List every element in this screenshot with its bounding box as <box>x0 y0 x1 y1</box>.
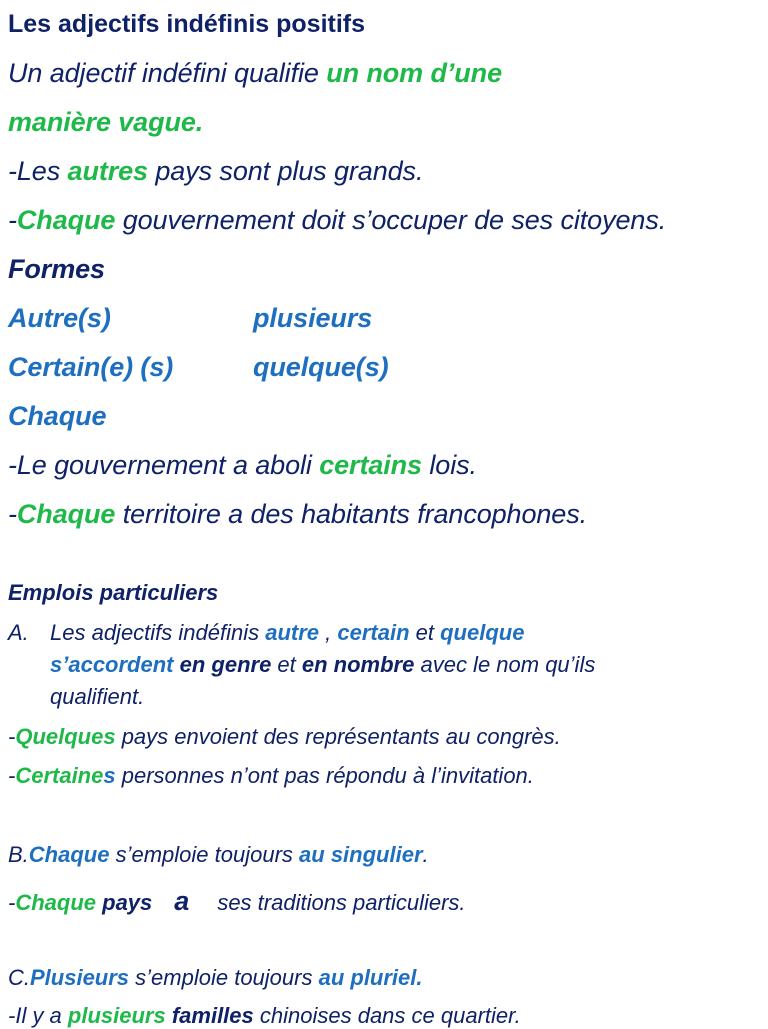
ex6-keyword: Certaine <box>15 763 104 788</box>
ex3-text-a: -Le gouvernement a aboli <box>8 450 320 480</box>
formes-row-1 <box>8 303 708 334</box>
ex1-text-c: pays sont plus grands. <box>147 156 424 186</box>
ex3-keyword: certains <box>319 450 422 480</box>
rule-a-certain: certain <box>337 620 410 645</box>
ex8-plusieurs: plusieurs <box>67 1003 166 1028</box>
rule-a-line-1 <box>50 620 524 646</box>
ex1-keyword: autres <box>67 156 148 186</box>
rule-a-nombre: en nombre <box>301 652 415 677</box>
ex8-familles: familles <box>165 1003 254 1028</box>
page-title: Les adjectifs indéfinis positifs <box>8 10 366 38</box>
ex8-text-a: -Il y a <box>8 1003 68 1028</box>
rule-a-line-2 <box>50 652 595 678</box>
example-2 <box>8 205 666 236</box>
rule-c-pluriel: au pluriel. <box>318 965 423 990</box>
intro-line-1 <box>8 58 502 89</box>
forme-quelque: quelque(s) <box>253 352 389 382</box>
ex7-text: ses traditions particuliers. <box>217 890 466 915</box>
intro-text: Un adjectif indéfini qualifie <box>8 58 327 88</box>
ex5-dash: - <box>8 724 16 749</box>
example-7 <box>8 886 466 917</box>
rule-a-autre: autre <box>265 620 320 645</box>
rule-a-et: et <box>409 620 441 645</box>
rule-c-label: C. <box>8 965 30 990</box>
intro-highlight: un nom d’une <box>326 58 502 88</box>
ex3-text-c: lois. <box>421 450 477 480</box>
ex7-a: a <box>174 886 190 916</box>
rule-c <box>8 965 423 991</box>
ex4-dash: - <box>8 499 17 529</box>
rule-b-singulier: au singulier <box>299 842 423 867</box>
ex8-text-d: chinoises dans ce quartier. <box>253 1003 521 1028</box>
formes-row-3 <box>8 401 106 432</box>
rule-a-accordent: s’accordent <box>50 652 174 677</box>
ex5-text: pays envoient des représentants au congrès. <box>115 724 561 749</box>
rule-a-comma: , <box>319 620 338 645</box>
example-3 <box>8 450 477 481</box>
rule-b-chaque: Chaque <box>28 842 110 867</box>
ex5-keyword: Quelques <box>15 724 116 749</box>
ex4-text: territoire a des habitants francophones. <box>115 499 588 529</box>
rule-a-line-3: qualifient. <box>50 684 145 709</box>
ex6-dash: - <box>8 763 16 788</box>
rule-b-text: s’emploie toujours <box>109 842 300 867</box>
ex2-keyword: Chaque <box>16 205 116 235</box>
rule-a-genre: en genre <box>173 652 272 677</box>
rule-c-plusieurs: Plusieurs <box>30 965 130 990</box>
forme-chaque: Chaque <box>8 401 107 431</box>
formes-heading: Formes <box>8 254 105 284</box>
rule-b <box>8 842 429 868</box>
emplois-heading: Emplois particuliers <box>8 580 219 605</box>
forme-certain: Certain(e) (s) <box>8 352 174 382</box>
ex4-keyword: Chaque <box>16 499 116 529</box>
ex7-dash: - <box>8 890 16 915</box>
ex7-keyword: Chaque <box>15 890 97 915</box>
intro-line-2 <box>8 107 203 138</box>
rule-c-text: s’emploie toujours <box>129 965 319 990</box>
rule-b-label: B. <box>8 842 29 867</box>
rule-a-label: A. <box>8 620 29 645</box>
forme-autres: Autre(s) <box>8 303 111 333</box>
example-8 <box>8 1003 521 1029</box>
ex1-text-a: -Les <box>8 156 68 186</box>
rule-b-period: . <box>422 842 429 867</box>
rule-a-text-2: avec le nom qu’ils <box>414 652 596 677</box>
ex6-text: personnes n’ont pas répondu à l’invitation. <box>115 763 534 788</box>
ex6-keyword-suffix: s <box>103 763 116 788</box>
ex7-pays: pays <box>96 890 153 915</box>
ex2-dash: - <box>8 205 17 235</box>
example-6 <box>8 763 534 789</box>
rule-a-et-2: et <box>271 652 302 677</box>
formes-row-2 <box>8 352 708 383</box>
example-5 <box>8 724 561 750</box>
rule-a-text-1: Les adjectifs indéfinis <box>50 620 266 645</box>
example-4 <box>8 499 587 530</box>
rule-a-quelque: quelque <box>440 620 525 645</box>
forme-plusieurs: plusieurs <box>253 303 373 333</box>
intro-highlight-2: manière vague. <box>8 107 204 137</box>
ex2-text: gouvernement doit s’occuper de ses citoyens. <box>115 205 667 235</box>
example-1 <box>8 156 423 187</box>
